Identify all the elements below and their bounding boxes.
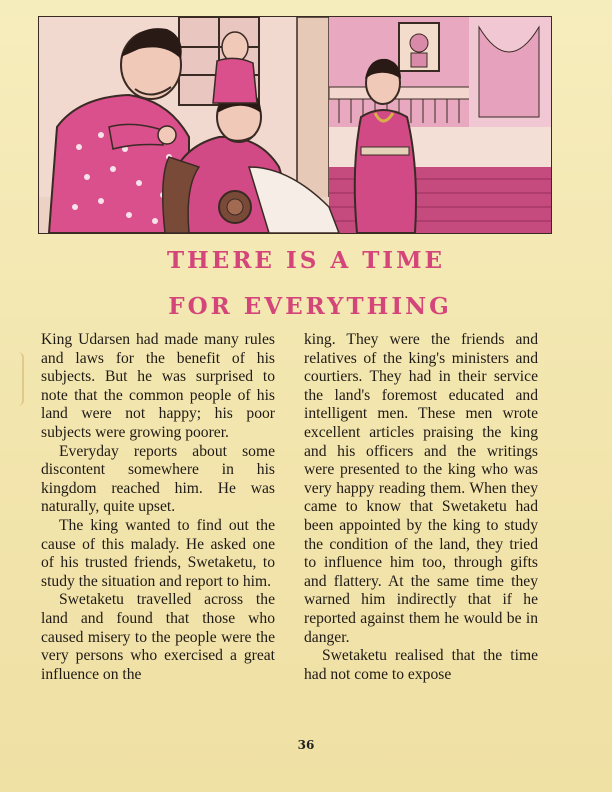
title-line-2: FOR EVERYTHING [168,293,452,320]
paragraph: The king wanted to find out the cause of this malady. He asked one of his trusted friends, Swetaketu, to study the situation and report to him. [41,516,275,590]
paragraph: king. They were the friends and relatives of the king's ministers and courtiers. They had in their service the land's foremost educated and intelligent men. These men wrote excellent articles praising the king and his officers and the writings were presented to the king who was very happy reading them. When they came to know that Swetaketu had been appointed by the king to study the condition of the land, they tried to influence him too, through gifts and flattery. At the same time they warned him indirectly that if he reported against them he would be in danger. [304,331,538,646]
story-illustration [38,16,552,234]
story-title [0,238,612,330]
paragraph: King Udarsen had made many rules and laws for the benefit of his subjects. But he was surprised to note that the common people of his land were not happy; his poor subjects were growing poorer. [41,331,275,441]
page-number: 36 [297,738,315,752]
paragraph: Swetaketu travelled across the land and found that those who caused misery to the people were the very persons who exercised a great influence on the [41,591,275,683]
right-text-column [304,331,538,684]
title-line-1: THERE IS A TIME [166,247,446,274]
paragraph: Swetaketu realised that the time had not come to expose [304,647,538,683]
court-scene-picture [39,17,551,233]
left-text-column [41,331,275,684]
page-margin-mark [8,352,24,406]
paragraph: Everyday reports about some discontent somewhere in his kingdom reached him. He was naturally, quite upset. [41,442,275,516]
